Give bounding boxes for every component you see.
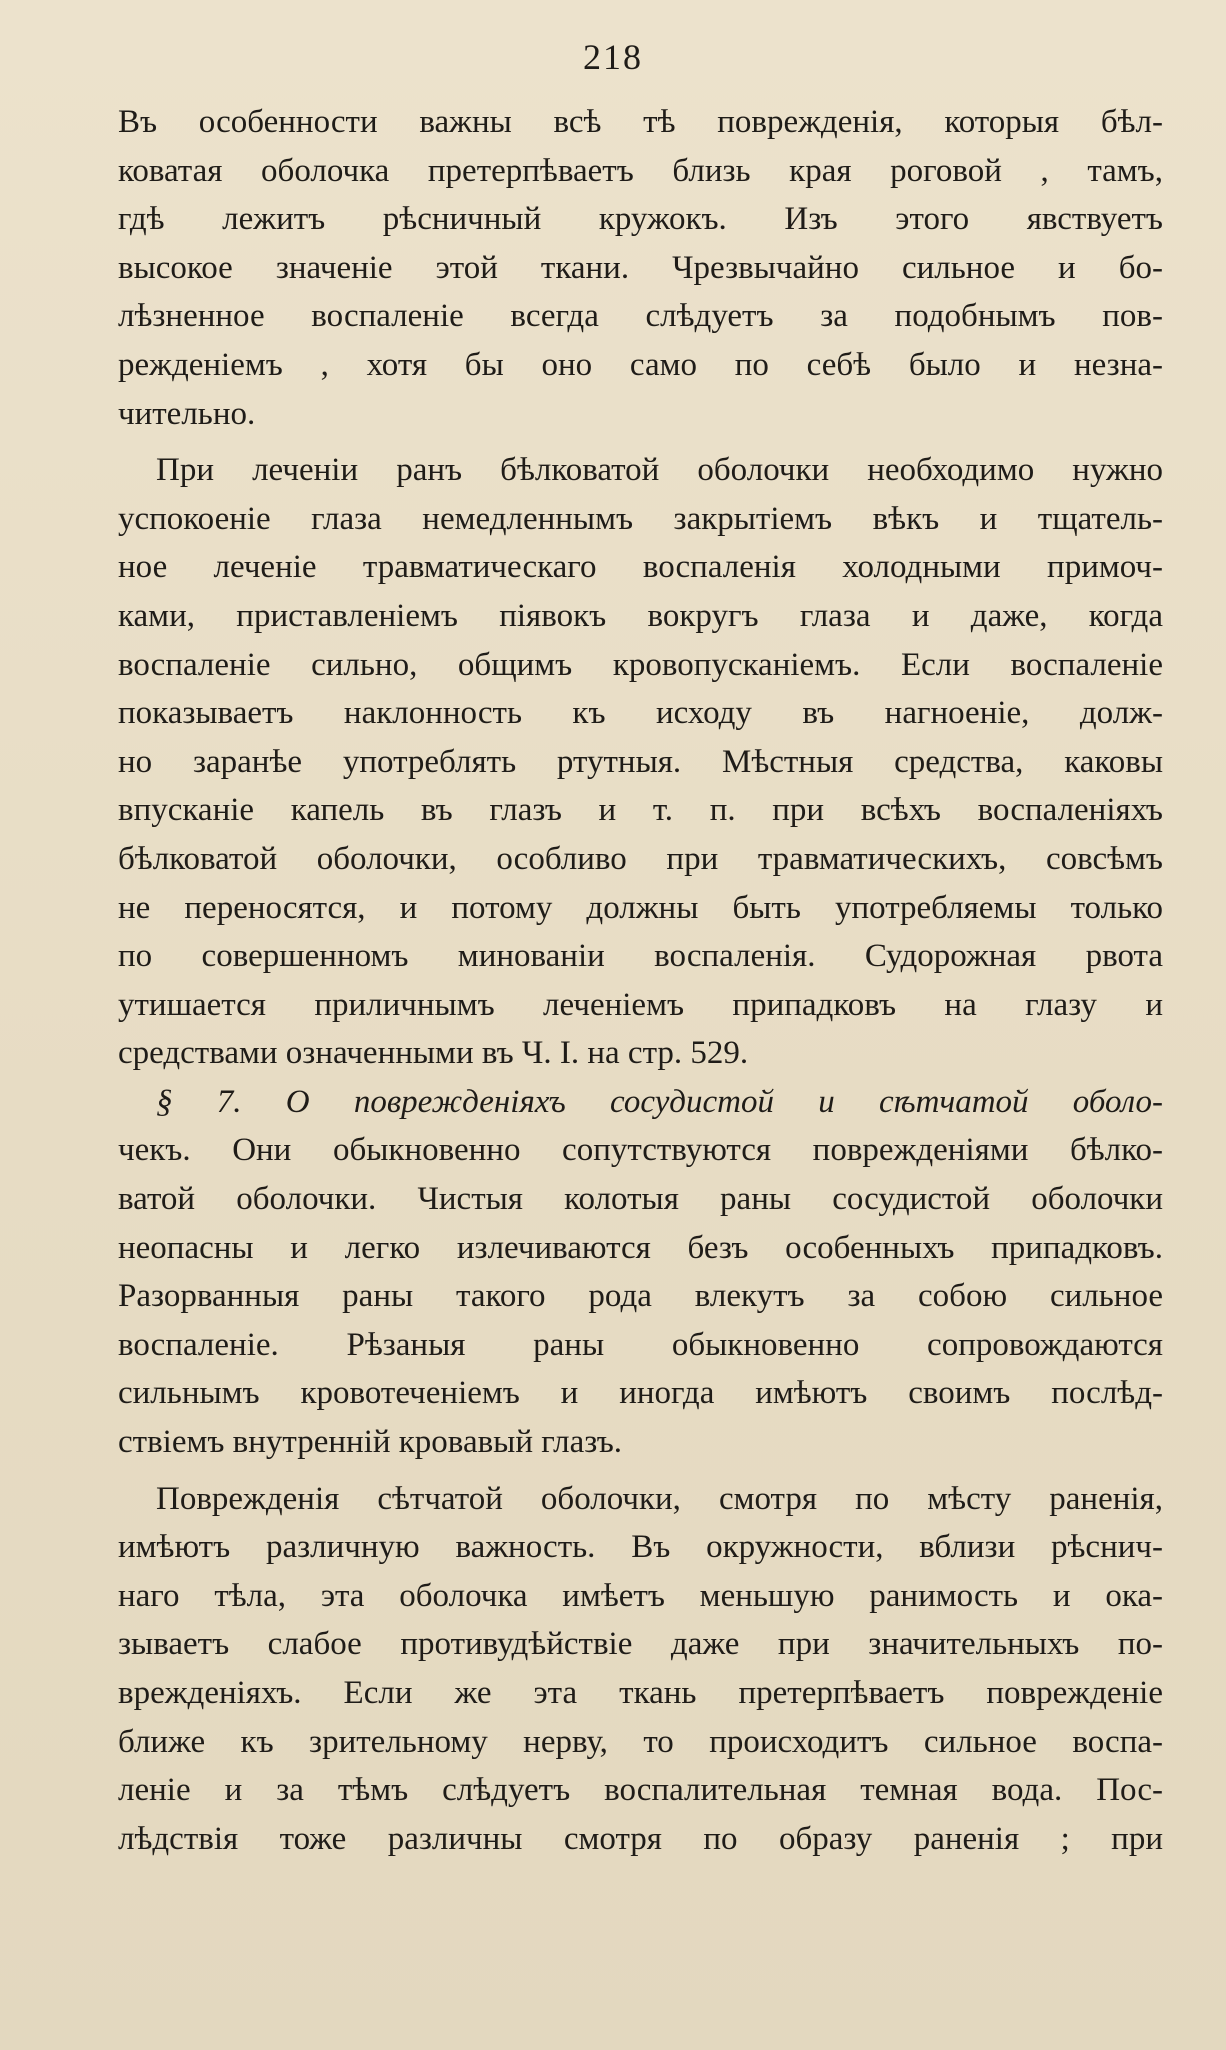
text-line: не переносятся, и потому должны быть употребляемы только (118, 889, 1163, 926)
text-line: сильнымъ кровотеченіемъ и иногда имѣютъ своимъ послѣд- (118, 1375, 1163, 1412)
text-line: лѣдствія тоже различны смотря по образу раненія ; при (118, 1820, 1163, 1857)
text-line: имѣютъ различную важность. Въ окружности, вблизи рѣснич- (118, 1529, 1163, 1566)
text-line: ками, приставленіемъ піявокъ вокругъ глаза и даже, когда (118, 597, 1163, 634)
text-line: Въ особенности важны всѣ тѣ поврежденія, которыя бѣл- (118, 104, 1163, 140)
text-line: чекъ. Они обыкновенно сопутствуются поврежденіями бѣлко- (118, 1132, 1163, 1169)
text-line: режденіемъ , хотя бы оно само по себѣ было и незна- (118, 346, 1163, 383)
text-line: утишается приличнымъ леченіемъ припадковъ на глазу и (118, 986, 1163, 1023)
text-line: воспаленіе. Рѣзаныя раны обыкновенно сопровождаются (118, 1326, 1163, 1363)
text-line: При леченіи ранъ бѣлковатой оболочки необходимо нужно (156, 452, 1163, 489)
text-line: воспаленіе сильно, общимъ кровопусканіемъ. Если воспаленіе (118, 646, 1163, 683)
text-line: впусканіе капель въ глазъ и т. п. при всѣхъ воспаленіяхъ (118, 792, 1163, 829)
text-line: успокоеніе глаза немедленнымъ закрытіемъ вѣкъ и тщатель- (118, 500, 1163, 537)
section-heading-line: § 7. О поврежденіяхъ сосудистой и сѣтчатой оболо- (156, 1083, 1163, 1120)
text-line: ствіемъ внутренній кровавый глазъ. (118, 1424, 623, 1461)
text-line: Поврежденія сѣтчатой оболочки, смотря по мѣсту раненія, (156, 1480, 1163, 1517)
page-text (118, 98, 1163, 1863)
text-line: наго тѣла, эта оболочка имѣетъ меньшую ранимость и ока- (118, 1577, 1163, 1614)
text-line: высокое значеніе этой ткани. Чрезвычайно сильное и бо- (118, 249, 1163, 286)
text-line: но заранѣе употреблять ртутныя. Мѣстныя средства, каковы (118, 743, 1163, 780)
text-line: чительно. (118, 395, 256, 432)
text-line: ное леченіе травматическаго воспаленія холодными примоч- (118, 549, 1163, 586)
text-line: зываетъ слабое противудѣйствіе даже при значительныхъ по- (118, 1626, 1163, 1663)
text-line: гдѣ лежитъ рѣсничный кружокъ. Изъ этого явствуетъ (118, 201, 1163, 238)
text-line: врежденіяхъ. Если же эта ткань претерпѣваетъ поврежденіе (118, 1675, 1163, 1711)
text-line: Разорванныя раны такого рода влекутъ за собою сильное (118, 1278, 1163, 1315)
text-line: ватой оболочки. Чистыя колотыя раны сосудистой оболочки (118, 1181, 1163, 1218)
text-line: лѣзненное воспаленіе всегда слѣдуетъ за подобнымъ пов- (118, 298, 1163, 335)
text-line: бѣлковатой оболочки, особливо при травматическихъ, совсѣмъ (118, 840, 1163, 877)
text-line: неопасны и легко излечиваются безъ особенныхъ припадковъ. (118, 1229, 1163, 1266)
text-line: коватая оболочка претерпѣваетъ близь края роговой , тамъ, (118, 152, 1163, 189)
text-line: показываетъ наклонность къ исходу въ нагноеніе, долж- (118, 695, 1163, 732)
page-number: 218 (583, 37, 643, 77)
text-line: по совершенномъ минованіи воспаленія. Судорожная рвота (118, 938, 1163, 975)
text-line: средствами означенными въ Ч. I. на стр. 529. (118, 1035, 749, 1072)
text-line: леніе и за тѣмъ слѣдуетъ воспалительная темная вода. Пос- (118, 1772, 1163, 1809)
text-line: ближе къ зрительному нерву, то происходитъ сильное воспа- (118, 1723, 1163, 1760)
